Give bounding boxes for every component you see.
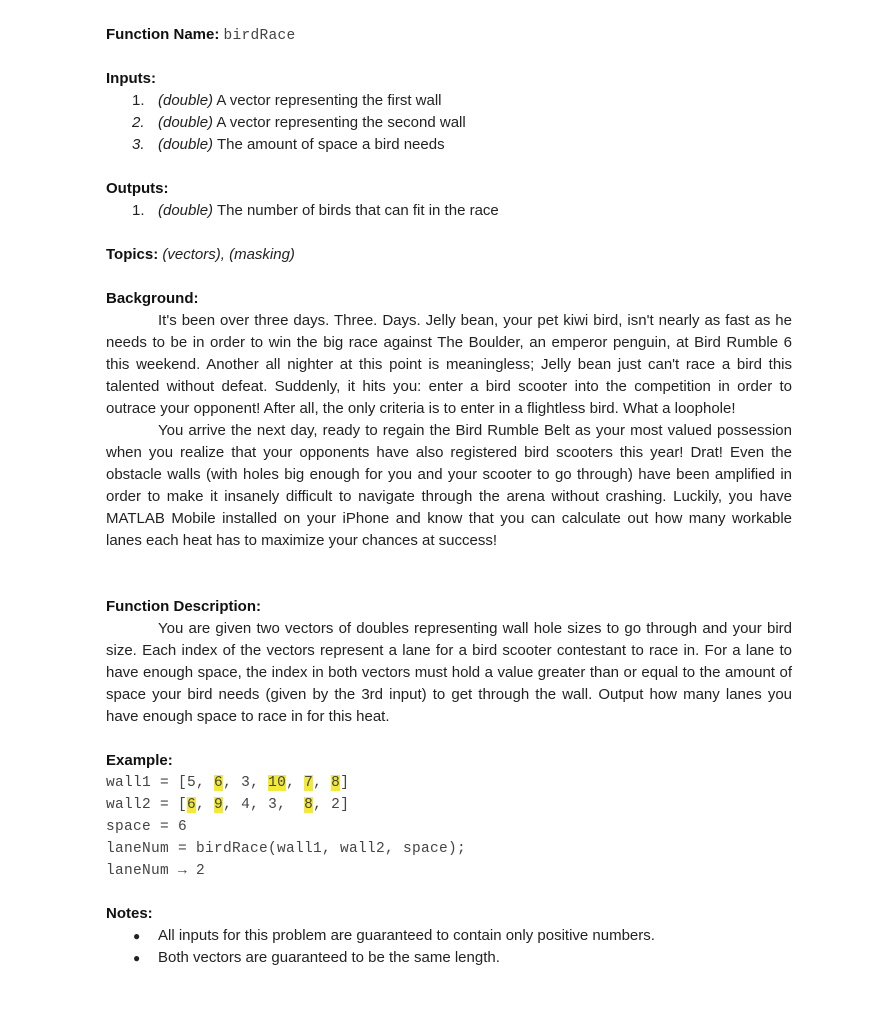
code-value: 2 <box>331 797 341 813</box>
code-line-space: space = 6 <box>106 819 188 835</box>
code-text: , <box>286 775 305 791</box>
list-number: 1. <box>132 92 145 109</box>
notes-section <box>106 903 792 969</box>
code-text: , <box>250 775 269 791</box>
background-section <box>106 288 792 552</box>
background-heading: Background: <box>106 290 199 307</box>
function-name-value: birdRace <box>223 28 296 44</box>
notes-heading: Notes: <box>106 905 153 922</box>
code-text: , <box>196 797 215 813</box>
outputs-section <box>106 178 792 222</box>
code-text: ] <box>340 775 350 791</box>
notes-list <box>106 925 792 969</box>
highlighted-value: 7 <box>304 775 314 791</box>
code-value: 3 <box>241 775 251 791</box>
code-text: , <box>250 797 269 813</box>
inputs-section <box>106 68 792 156</box>
note-item <box>106 925 792 947</box>
example-section <box>106 750 792 882</box>
topics-line <box>106 244 792 266</box>
code-text: wall2 = [ <box>106 797 188 813</box>
bullet-icon: ● <box>133 929 141 943</box>
code-text: wall1 = [ <box>106 775 188 791</box>
input-item <box>106 134 792 156</box>
code-text: , <box>196 775 215 791</box>
highlighted-value: 8 <box>331 775 341 791</box>
output-type: (double) <box>158 202 214 219</box>
input-description: The amount of space a bird needs <box>213 136 445 153</box>
function-name-label: Function Name: <box>106 26 220 43</box>
list-number: 2. <box>132 114 145 131</box>
input-item <box>106 90 792 112</box>
input-type: (double) <box>158 92 214 109</box>
function-name-line <box>106 24 792 47</box>
topics-value: (vectors), (masking) <box>162 246 295 263</box>
output-description: The number of birds that can fit in the race <box>213 202 499 219</box>
highlighted-value: 6 <box>214 775 224 791</box>
input-description: A vector representing the second wall <box>213 114 466 131</box>
list-number: 3. <box>132 136 145 153</box>
code-line-wall2 <box>106 794 792 816</box>
note-text: Both vectors are guaranteed to be the same length. <box>158 949 500 966</box>
inputs-list <box>106 90 792 156</box>
function-description-paragraph: You are given two vectors of doubles representing wall hole sizes to go through and your bird size. Each index of the vectors represent a lane for a bird scooter contestant to race in. For a lane to have enough space, the index in both vectors must hold a value greater than or equal to the amount of space your bird needs (given by the 3rd input) to get through the wall. Output how many lanes you have enough space to race in for this heat. <box>106 620 792 725</box>
input-item <box>106 112 792 134</box>
code-line-call: laneNum = birdRace(wall1, wall2, space); <box>106 841 467 857</box>
code-line-wall1 <box>106 772 792 794</box>
highlighted-value: 10 <box>268 775 287 791</box>
code-text: , <box>313 797 332 813</box>
example-heading: Example: <box>106 752 173 769</box>
input-description: A vector representing the first wall <box>213 92 442 109</box>
outputs-heading: Outputs: <box>106 180 169 197</box>
outputs-list <box>106 200 792 222</box>
code-text: , <box>223 775 242 791</box>
output-item <box>106 200 792 222</box>
background-paragraph-1: It's been over three days. Three. Days. Jelly bean, your pet kiwi bird, isn't nearly as fast as he needs to be in order to win the big race against The Boulder, an emperor penguin, at Bird Rumble 6 this weekend. Another all nighter at this point is meaningless; Jelly bean just can't race a bird this talented without defeat. Suddenly, it hits you: enter a bird scooter into the competition in order to outrace your opponent! After all, the only criteria is to enter in a flightless bird. What a loophole! <box>106 312 792 417</box>
function-description-heading: Function Description: <box>106 598 261 615</box>
highlighted-value: 9 <box>214 797 224 813</box>
input-type: (double) <box>158 114 214 131</box>
note-item <box>106 947 792 969</box>
code-text: , <box>313 775 332 791</box>
input-type: (double) <box>158 136 214 153</box>
note-text: All inputs for this problem are guaranteed to contain only positive numbers. <box>158 927 655 944</box>
list-number: 1. <box>132 202 145 219</box>
code-text: , <box>277 797 305 813</box>
highlighted-value: 8 <box>304 797 314 813</box>
background-paragraph-2: You arrive the next day, ready to regain the Bird Rumble Belt as your most valued possession when you realize that your opponents have also registered bird scooters this year! Drat! Even the obstacle walls (with holes big enough for you and your scooter to go through) have been amplified in order to make it insanely difficult to navigate through the arena without crashing. Luckily, you have MATLAB Mobile installed on your iPhone and know that you can calculate out how many workable lanes each heat has to maximize your chances at success! <box>106 422 792 549</box>
topics-label: Topics: <box>106 246 159 263</box>
code-text: ] <box>340 797 350 813</box>
highlighted-value: 6 <box>187 797 197 813</box>
code-value: 4 <box>241 797 251 813</box>
code-line-result: laneNum → 2 <box>106 863 206 879</box>
code-value: 5 <box>187 775 197 791</box>
code-value: 3 <box>268 797 278 813</box>
code-text: , <box>223 797 242 813</box>
function-description-section <box>106 596 792 728</box>
inputs-heading: Inputs: <box>106 70 156 87</box>
bullet-icon: ● <box>133 951 141 965</box>
